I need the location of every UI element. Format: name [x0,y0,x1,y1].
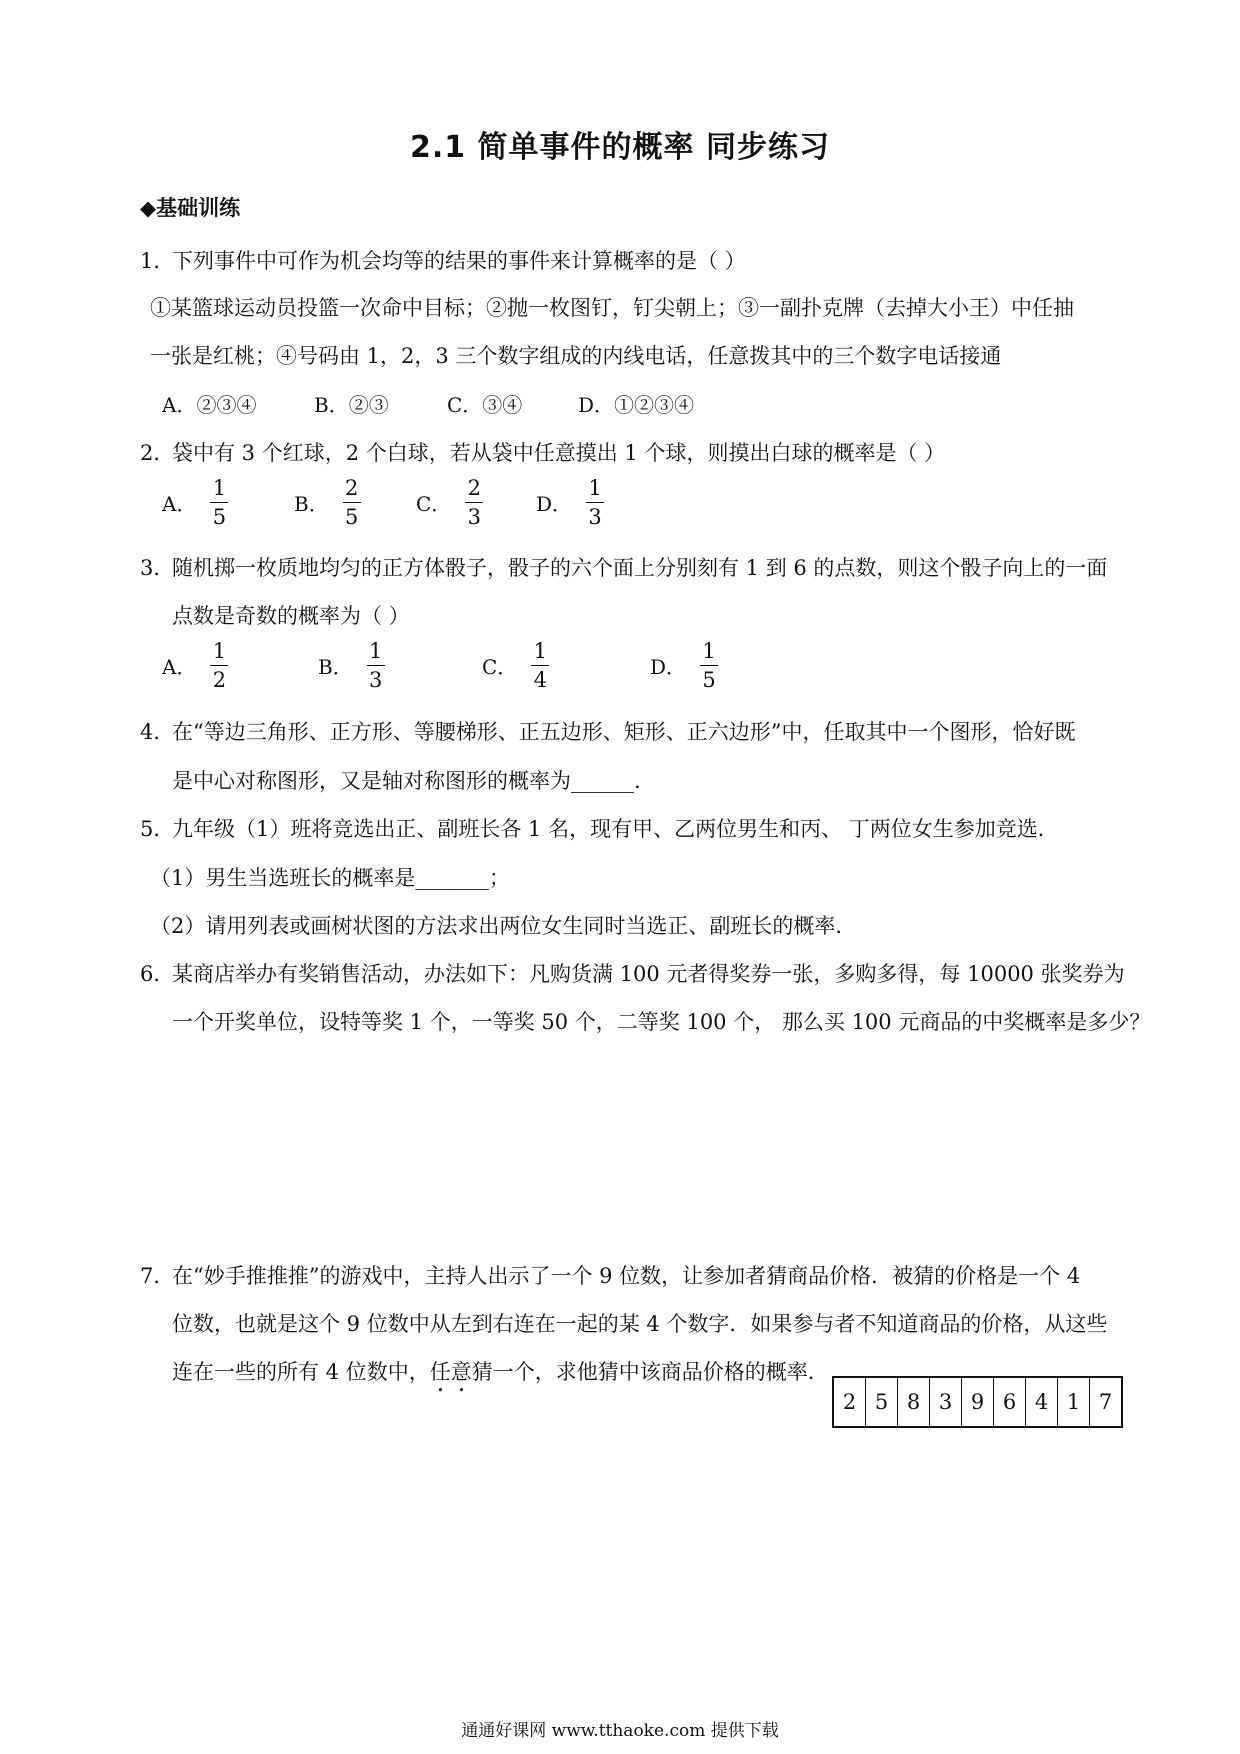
question-stem: 在“等边三角形、正方形、等腰梯形、正五边形、矩形、正六边形”中，任取其中一个图形，恰好既 [172,720,1076,744]
question-2 [140,437,945,467]
question-number: 5． [140,817,175,841]
text-segment: 猜一个，求他猜中该商品价格的概率． [471,1360,829,1384]
digit-cell: 6 [994,1378,1026,1426]
numerator: 2 [467,476,481,500]
fraction-bar [210,665,228,666]
option-d [536,476,604,529]
option-a [162,639,228,692]
question-7-line-2: 位数，也就是这个 9 位数中从左到右连在一起的某 4 个数字．如果参与者不知道商品的价格，从这些 [172,1312,1108,1336]
option-label: C． [416,492,452,516]
question-stem: 随机掷一枚质地均匀的正方体骰子，骰子的六个面上分别刻有 1 到 6 的点数，则这个骰子向上的一面 [172,556,1108,580]
numerator: 2 [345,476,359,500]
digit-cell: 9 [962,1378,994,1426]
digit-cell: 3 [930,1378,962,1426]
question-3 [140,552,1107,582]
digit-cell: 8 [898,1378,930,1426]
fraction [586,476,604,529]
question-stem: 九年级（1）班将竞选出正、副班长各 1 名，现有甲、乙两位男生和丙、 丁两位女生参加竞选． [172,817,1059,841]
page-title: 2.1 简单事件的概率 同步练习 [409,130,831,165]
question-number: 7． [140,1264,175,1288]
numerator: 1 [369,639,383,663]
question-6-line-2: 一个开奖单位，设特等奖 1 个，一等奖 50 个，二等奖 100 个， 那么买 100 元商品的中奖概率是多少？ [172,1010,1151,1034]
option-a: A．②③④ [162,393,257,417]
fraction-bar [531,665,549,666]
question-4 [140,716,1075,746]
digit-cell: 4 [1026,1378,1058,1426]
option-a [162,476,228,529]
fraction-bar [367,665,385,666]
fraction [465,476,483,529]
numerator: 1 [702,639,716,663]
fraction [367,639,385,692]
digit-cell: 1 [1058,1378,1090,1426]
option-c [482,639,549,692]
option-label: D． [536,492,573,516]
question-number: 2． [140,441,175,465]
fraction-bar [586,502,604,503]
question-3-line-2: 点数是奇数的概率为（ ） [172,604,410,628]
denominator: 4 [533,668,547,692]
question-stem: 袋中有 3 个红球，2 个白球，若从袋中任意摸出 1 个球，则摸出白球的概率是（ ） [172,441,946,465]
option-b [318,639,385,692]
fraction [210,476,228,529]
question-1 [140,245,746,275]
question-stem: 某商店举办有奖销售活动，办法如下：凡购货满 100 元者得奖券一张，多购多得，每 10000 张奖券为 [172,962,1125,986]
question-5-part-2: （2）请用列表或画树状图的方法求出两位女生同时当选正、副班长的概率． [150,914,857,938]
text-segment: 连在一些的所有 4 位数中， [172,1360,430,1384]
option-b [294,476,361,529]
fraction-bar [700,665,718,666]
fraction-bar [210,502,228,503]
option-label: A． [162,655,197,679]
numerator: 1 [533,639,547,663]
question-number: 3． [140,556,175,580]
denominator: 2 [212,668,227,692]
numerator: 1 [212,476,227,500]
option-label: A． [162,492,197,516]
question-7-line-3 [172,1356,829,1397]
denominator: 3 [369,668,383,692]
numerator: 1 [588,476,602,500]
option-d: D．①②③④ [578,393,695,417]
digit-cell: 5 [866,1378,898,1426]
option-c: C．③④ [447,393,523,417]
fraction [700,639,718,692]
option-c [416,476,483,529]
option-label: D． [650,655,687,679]
option-label: B． [318,655,353,679]
question-6 [140,958,1125,988]
question-stem: 在“妙手推推推”的游戏中，主持人出示了一个 9 位数，让参加者猜商品价格．被猜的价格是一个 4 [172,1264,1081,1288]
denominator: 3 [588,505,602,529]
numerator: 1 [212,639,227,663]
option-b: B．②③ [314,393,389,417]
question-4-line-2: 是中心对称图形，又是轴对称图形的概率为______. [172,769,641,793]
nine-digit-number-box [832,1376,1123,1428]
question-5-part-1: （1）男生当选班长的概率是_______； [150,866,510,890]
question-1-line-3: 一张是红桃；④号码由 1，2，3 三个数字组成的内线电话，任意拨其中的三个数字电话接通 [150,344,1002,368]
fraction-bar [343,502,361,503]
question-stem: 下列事件中可作为机会均等的结果的事件来计算概率的是（ ） [172,249,746,273]
denominator: 5 [345,505,359,529]
fraction [531,639,549,692]
option-d [650,639,718,692]
question-7 [140,1260,1080,1290]
digit-cell: 7 [1098,1390,1113,1414]
option-label: C． [482,655,518,679]
option-label: B． [294,492,329,516]
question-number: 6． [140,962,175,986]
denominator: 5 [702,668,716,692]
denominator: 3 [467,505,481,529]
fraction-bar [465,502,483,503]
emphasized-text: 任意 [429,1360,472,1384]
footer-source: 通通好课网 www.tthaoke.com 提供下载 [461,1721,779,1741]
denominator: 5 [212,505,227,529]
section-heading: ◆基础训练 [140,196,241,220]
question-number: 1． [140,249,175,273]
question-1-line-2: ①某篮球运动员投篮一次命中目标；②抛一枚图钉，钉尖朝上；③一副扑克牌（去掉大小王）中任抽 [150,296,1074,320]
question-5 [140,813,1059,843]
digit-cell: 2 [834,1378,866,1426]
question-number: 4． [140,720,175,744]
fraction [210,639,228,692]
fraction [343,476,361,529]
